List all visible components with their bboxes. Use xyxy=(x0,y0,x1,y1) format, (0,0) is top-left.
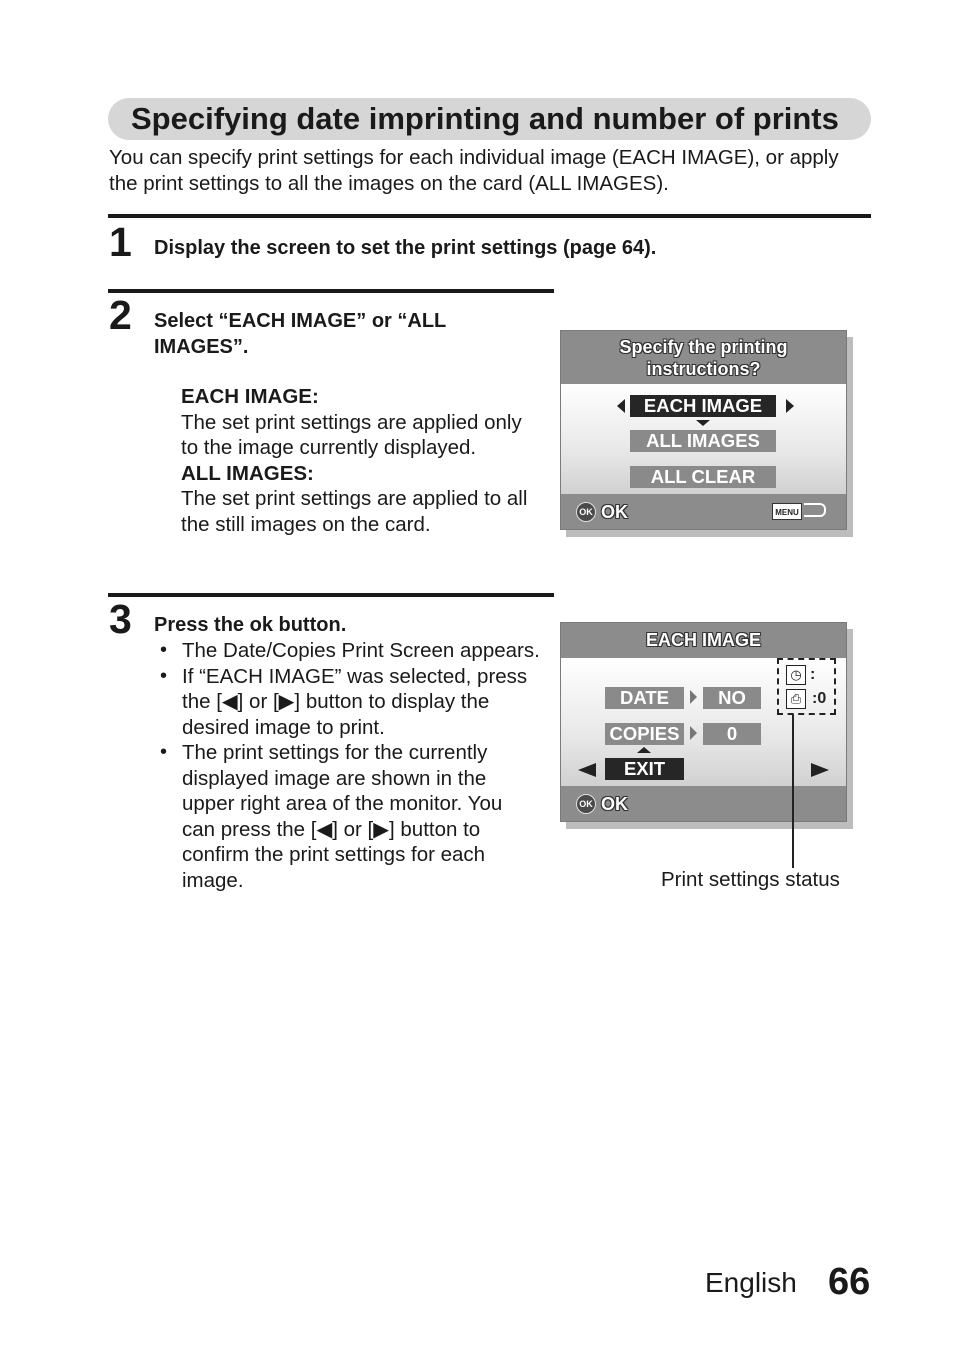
bullet-text: The print settings for the currently displayed image are shown in the upper right area of the monitor. You can press the [◀] or [▶] button to confirm the print settings for each image. xyxy=(182,741,503,892)
date-label[interactable]: DATE xyxy=(605,687,684,709)
step-2-details xyxy=(181,384,541,537)
status-date-value: : xyxy=(810,666,816,683)
all-images-term: ALL IMAGES: xyxy=(181,461,314,485)
intro-text: You can specify print settings for each individual image (EACH IMAGE), or apply the print settings to all the images on the card (ALL IMAGES). xyxy=(109,146,839,195)
option-each-image[interactable]: EACH IMAGE xyxy=(630,395,776,417)
step-1-rule xyxy=(108,214,871,218)
bullet-text: The Date/Copies Print Screen appears. xyxy=(182,639,540,662)
option-all-images[interactable]: ALL IMAGES xyxy=(630,430,776,452)
bullet-item xyxy=(155,664,540,741)
option-all-clear[interactable]: ALL CLEAR xyxy=(630,466,776,488)
step-3-rule xyxy=(108,593,554,597)
screen-1-ok-label: OK xyxy=(601,502,628,522)
screen-2-ok-label: OK xyxy=(601,794,628,814)
each-image-term: EACH IMAGE: xyxy=(181,385,319,408)
exit-button[interactable]: EXIT xyxy=(605,758,684,780)
screen-2-header xyxy=(561,623,846,658)
bullet-text: If “EACH IMAGE” was selected, press the [◀] or [▶] button to display the desired image to print. xyxy=(182,664,528,739)
print-settings-status xyxy=(777,658,836,715)
ok-button-icon: OK xyxy=(576,502,596,522)
screen-1-header-line2: instructions? xyxy=(646,359,761,379)
page-title: Specifying date imprinting and number of prints xyxy=(131,101,839,136)
copies-value[interactable]: 0 xyxy=(703,723,761,745)
bullet-dot: • xyxy=(160,741,168,763)
return-icon xyxy=(804,503,826,517)
printer-icon: ⎙ xyxy=(786,689,806,709)
left-arrow-icon xyxy=(617,399,625,413)
each-image-desc: The set print settings are applied only to the image currently displayed. xyxy=(181,410,522,459)
step-2-rule xyxy=(108,289,554,293)
clock-icon: ◷ xyxy=(786,665,806,685)
screen-2-footer xyxy=(561,786,846,821)
right-arrow-icon xyxy=(786,399,794,413)
down-arrow-icon xyxy=(696,420,710,426)
step-3-number: 3 xyxy=(109,596,132,642)
footer-language: English xyxy=(705,1267,797,1298)
page-number: 66 xyxy=(828,1261,871,1303)
bullet-item xyxy=(155,740,540,893)
copies-label[interactable]: COPIES xyxy=(605,723,684,745)
right-arrow-icon xyxy=(690,726,697,740)
step-1-heading: Display the screen to set the print settings (page 64). xyxy=(154,237,657,259)
bullet-item xyxy=(155,638,540,664)
screen-1-header-line1: Specify the printing xyxy=(619,337,788,357)
print-instructions-screen xyxy=(560,330,847,530)
step-3-heading: Press the ok button. xyxy=(154,614,347,636)
right-arrow-icon xyxy=(690,690,697,704)
step-1-number: 1 xyxy=(109,219,132,265)
status-copies-value: :0 xyxy=(812,690,827,707)
up-arrow-icon xyxy=(637,747,651,753)
step-3-bullets xyxy=(155,638,540,893)
menu-button-icon: MENU xyxy=(772,503,802,520)
bullet-dot: • xyxy=(160,639,168,661)
screen-2-header-text: EACH IMAGE xyxy=(645,630,761,650)
right-arrow-icon[interactable] xyxy=(811,763,829,777)
screen-1-footer xyxy=(561,494,846,529)
date-value[interactable]: NO xyxy=(703,687,761,709)
status-leader-line xyxy=(792,714,794,868)
step-2-number: 2 xyxy=(109,292,132,338)
status-caption: Print settings status xyxy=(661,868,840,891)
date-copies-screen xyxy=(560,622,847,822)
ok-button-icon: OK xyxy=(576,794,596,814)
step-2-heading: Select “EACH IMAGE” or “ALL IMAGES”. xyxy=(154,310,446,358)
bullet-dot: • xyxy=(160,664,168,687)
all-images-desc: The set print settings are applied to all the still images on the card. xyxy=(181,487,528,536)
screen-1-header xyxy=(561,331,846,384)
left-arrow-icon[interactable] xyxy=(578,763,596,777)
